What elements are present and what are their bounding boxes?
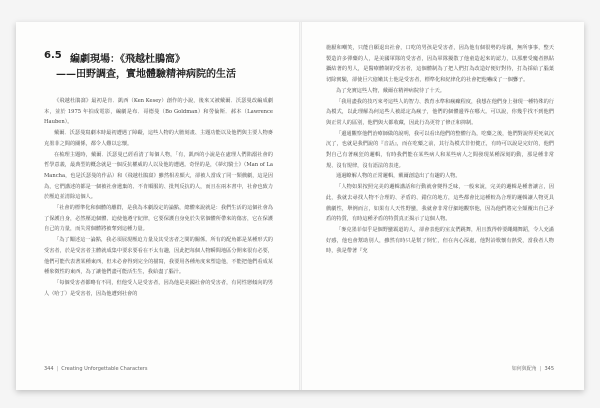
section-title: 編劇現場：《飛越杜鵑窩》 — [70, 54, 185, 65]
left-page-body — [44, 96, 273, 299]
body-paragraph: 戴爾．沃瑟曼寫劇本時最初遭遇了障礙，這些人物的大膽刻畫、主題功能以及他們與主要人物麥克墨菲之間的關係，都令人難以忘懷。 — [44, 130, 273, 147]
right-page-footer — [512, 365, 554, 372]
body-paragraph: 「邊通觀察他們治療師做的說明，我可以看出他們的整體行為，吃藥之後，他們對說得更死氣沉沉了，也就是我們說的『音話』，而在吃藥之前，其行為模式非但健正，有時可以說是完好的，他們對自己有著瘋狂的邏輯，有時我們能在某些病人和某些病人之間發現某種深刻的動，那是種非常規、沒有規律，沒有語法的表達。 — [326, 130, 554, 169]
body-paragraph: 施厭和嘲笑，只能自願退出社會，口吃的男孩是受害者，因為他有個很勢的母親，無所事事，整天製造許多彈藥的人，是美國軍隊的受害者，因為軍隊擾散了他童造起來的認力，以那麼受魔者熱貼攝結著的男人，是醫療體制的受害者，這個體制為了把人們打為改造好便好對待，打為採給了腦葉切除實驗，卻使巨穴億嫩其士他是受害者，標準化和紀律化的社會把他嚇成了一個聾子。 — [326, 45, 554, 84]
body-paragraph: 《飛越杜鵑窩》最初是肯．凱西（Ken Kesey）創作的小說，後來又被戴爾．沃瑟曼改編成劇本，並於 1975 年拍成電影，編劇是布．哥德曼（Bo Goldman）和勞倫斯．郝本（Lawrence Hauben）。 — [44, 98, 273, 126]
footer-separator: | — [56, 366, 59, 372]
right-page-body — [326, 43, 554, 257]
left-page-footer — [44, 366, 147, 372]
section-number: 6.5 — [44, 50, 62, 61]
body-paragraph: 通過瞭解人物的正常邏輯，戴爾創造出了有趣的人物。 — [336, 173, 461, 180]
body-paragraph: 「社會的標準化和個體的離群，是我為本劇設定的論點，總體來說就是：我們生活的這個社會為了保護自身，必然壓迫個體、迫使他遵守紀律，它要保護自身免於失常個體所帶來的傷害，它在保護自己的力量，而失常個體將被奪到這種力量。 — [44, 205, 273, 233]
body-paragraph: 在梳理主題時，戴爾．沃瑟曼已經看清了每個人物，「有，凱西的小說是在處理人們陷溺社會的哲學意義，最典型的概念就是一個反抗權威的人以及他的遭遇。奇怪的是，《夢幻騎士》（Man of La Mancha，也是沃瑟曼的作品）和《飛越杜鵑窩》雖然相差頗大，卻被人當成了同一類戲劇，這是因為，它們講述的都是一個被社會遺棄的、不肯順服的、批判反抗的人，而且在兩本書中，社會也致力於壓迫並清除這個人。 — [44, 151, 273, 201]
footer-separator: | — [539, 366, 542, 372]
running-title: Creating Unforgettable Characters — [61, 366, 148, 372]
page-number: 345 — [544, 366, 554, 372]
page-number: 344 — [44, 366, 54, 372]
right-page — [302, 22, 584, 390]
running-title: 如何與配角 — [511, 366, 537, 372]
body-paragraph: 「我用盡我的技巧來考這些人的智力、教育水準和瘋癲程度，我想在他們身上發現一種特殊的行為模式，以此理解為何這些人被認定為瘋子，他們的個體邊界在哪大。可以說，你幾乎找不到他們與正常人的區別，他們與大都收藏，因此行為更符了修正和抑制。 — [326, 98, 554, 126]
section-subtitle: ——田野調查，實地體驗精神病院的生活 — [56, 69, 236, 80]
book-spread — [16, 22, 584, 390]
body-paragraph: 「人物如果按照完美的邏輯講話和行動就會變得乏味，一般來說，完美的邏輯是種著讓言，因此，我就去尋找人物不合理的、矛盾的、錯位的地方，這些都會比這種較為合理的邏輯讓人物更具戲劇性，舉例而言，如果有人天性野蠻，我就會非常仔細地觀察他，因為他們將完全顛覆出自己矛盾的特質，有時這種矛盾的特質真正揭示了這個人物。 — [326, 184, 554, 223]
body-paragraph: 「麥克墨菲似乎是個野蠻霸道的人，卻會表他的室友們跳舞，用且教得幹要繩繩舞蹈，令人充滿好感，他也會幫助別人，雖然有時只是幫了倒忙，但在內心深處，他對詩歌懷有熱愛，當我者人物時，我是帶著『充 — [326, 226, 554, 255]
left-page — [16, 22, 299, 390]
body-paragraph: 「為了闡述這一論點，我必須展現壓迫力量及其受害者之間的關係。所有的配角都是某種形式的受害者，於是受害者主體就成集中要求要看在不太有趣，因此把每個人物瞬間地區分開來很有必要，他們可能代表著某種東西，但未必會得到完全的描寫，我要用各種角度來塑造他，不能把他們看成某種象徵性的東西，為了讓他們盡可能活生生，我給盡了腦汁。 — [44, 237, 273, 276]
body-paragraph: 為了充實這些人物，戴爾在精神病院待了十天。 — [336, 87, 445, 94]
body-paragraph: 「每個受害者都略有不同，但他受人是受害者，因為他是美國社會的受害者，有同性戀傾向的男人（哈丁）是受害者，因為他遭到社會的 — [44, 279, 273, 297]
